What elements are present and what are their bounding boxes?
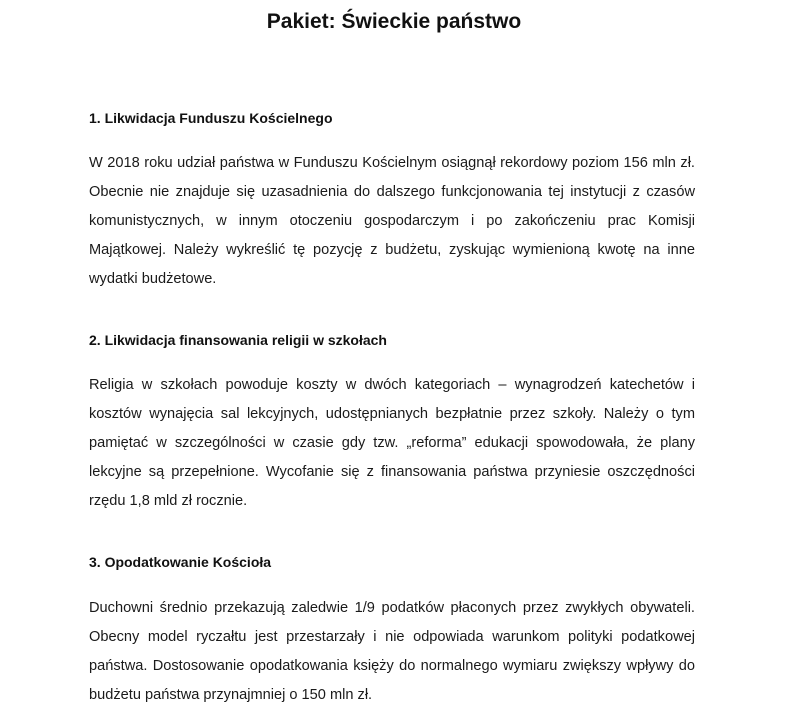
document-title: Pakiet: Świeckie państwo: [266, 10, 522, 33]
section-fundusz-koscielny: [89, 108, 695, 294]
section-heading: 1. Likwidacja Funduszu Kościelnego: [89, 110, 333, 126]
section-body: Religia w szkołach powoduje koszty w dwóch kategoriach – wynagrodzeń katechetów i kosztów wynajęcia sal lekcyjnych, udostępnianych bezpłatnie przez szkoły. Należy o tym pamiętać w szczególności w czasie gdy tzw. „reforma” edukacji spowodowała, że plany lekcyjne są przepełnione. Wycofanie się z finansowania państwa przyniesie oszczędności rzędu 1,8 mld zł rocznie.: [89, 377, 695, 509]
section-opodatkowanie-kosciola: [89, 552, 695, 710]
section-body: W 2018 roku udział państwa w Funduszu Kościelnym osiągnął rekordowy poziom 156 mln zł. Obecnie nie znajduje się uzasadnienia do dalszego funkcjonowania tej instytucji z czasów komunistycznych, w innym otoczeniu gospodarczym i po zakończeniu prac Komisji Majątkowej. Należy wykreślić tę pozycję z budżetu, zyskując wymienioną kwotę na inne wydatki budżetowe.: [89, 155, 695, 287]
section-religia-w-szkolach: [89, 330, 695, 516]
section-heading: 3. Opodatkowanie Kościoła: [89, 554, 272, 570]
section-heading: 2. Likwidacja finansowania religii w szkołach: [89, 332, 387, 348]
section-body: Duchowni średnio przekazują zaledwie 1/9 podatków płaconych przez zwykłych obywateli. Obecny model ryczałtu jest przestarzały i nie odpowiada warunkom polityki podatkowej państwa. Dostosowanie opodatkowania księży do normalnego wymiaru zwiększy wpływy do budżetu państwa przynajmniej o 150 mln zł.: [89, 600, 695, 703]
